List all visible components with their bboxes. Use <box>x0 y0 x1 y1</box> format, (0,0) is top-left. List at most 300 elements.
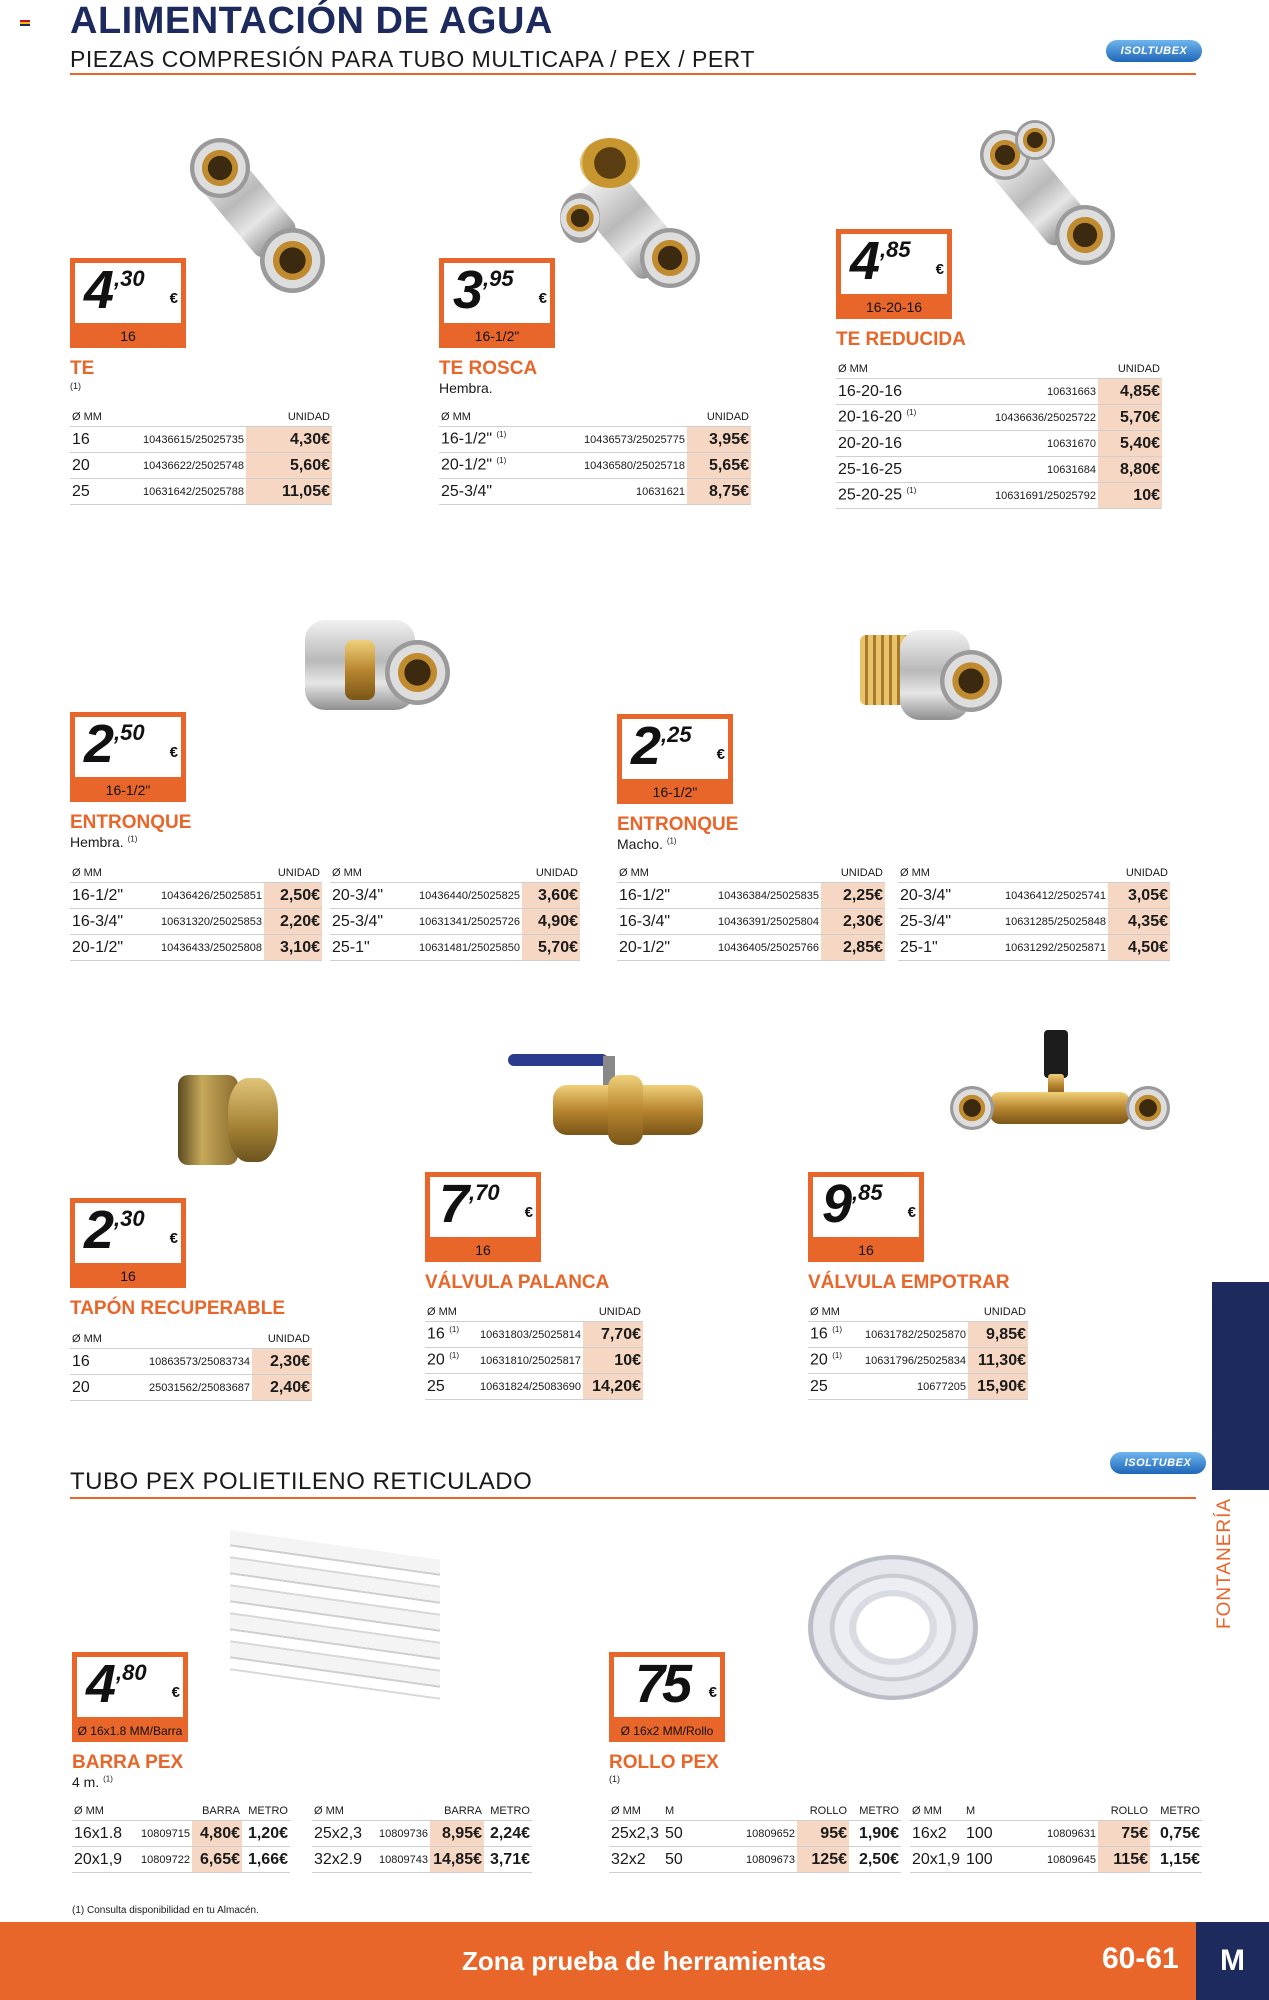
cell-diameter: 20-3/4" <box>898 883 974 909</box>
price-cents: ,70 <box>469 1180 500 1205</box>
table-row <box>898 909 1170 935</box>
te-reducida-spec-table <box>836 362 1162 509</box>
cell-code: 10631341/25025726 <box>400 909 522 935</box>
cell-code: 10436636/25025722 <box>946 405 1098 431</box>
table-row <box>609 1821 901 1847</box>
price-tag-size: 16 <box>475 1242 491 1258</box>
price-currency: € <box>169 1230 178 1247</box>
cell-code: 10631684 <box>946 457 1098 483</box>
table-row <box>330 935 580 961</box>
cell-diameter: 16-1/2" <box>441 430 493 448</box>
cell-price: 3,95€ <box>687 427 751 453</box>
entronque-macho-spec-table-b <box>898 866 1170 961</box>
cell-note: (1) <box>906 408 917 418</box>
pex-section-title: TUBO PEX POLIETILENO RETICULADO <box>70 1468 533 1495</box>
cell-price: 15,90€ <box>968 1374 1028 1400</box>
table-row <box>808 1348 1028 1374</box>
table-row <box>425 1374 643 1400</box>
cell-price-barra: 4,80€ <box>192 1821 242 1847</box>
table-row <box>425 1348 643 1374</box>
price-currency: € <box>169 744 178 761</box>
footer-bar <box>0 1922 1269 2000</box>
valvula-empotrar-product-image <box>950 1030 1170 1140</box>
cell-code: 10809743 <box>364 1847 430 1873</box>
cell-price: 2,30€ <box>252 1349 312 1375</box>
category-label <box>1205 1497 1235 1630</box>
cell-code: 10631670 <box>946 431 1098 457</box>
column-header: Ø MM <box>330 866 400 883</box>
cell-diameter: 25 <box>427 1377 445 1395</box>
cell-code: 10436580/25025718 <box>549 453 687 479</box>
table-row <box>609 1847 901 1873</box>
table-row <box>70 453 332 479</box>
cell-diameter: 20 <box>427 1351 445 1369</box>
valvula-palanca-price-tag <box>425 1172 541 1262</box>
price-currency: € <box>708 1684 717 1701</box>
cell-price-metro: 3,71€ <box>484 1847 532 1873</box>
cell-price: 3,60€ <box>522 883 580 909</box>
te-spec-table <box>70 410 332 505</box>
te-rosca-name: TE ROSCA <box>439 358 538 379</box>
cell-code: 10631803/25025814 <box>475 1322 583 1348</box>
price-tag-size: 16 <box>858 1242 874 1258</box>
price-cents: ,25 <box>661 722 692 747</box>
cell-price: 5,65€ <box>687 453 751 479</box>
pex-section-rule <box>70 1497 1196 1499</box>
column-header: METRO <box>484 1804 532 1821</box>
table-row <box>439 479 751 505</box>
price-currency: € <box>907 1204 916 1221</box>
price-tag-size: 16 <box>120 1268 136 1284</box>
column-header: Ø MM <box>898 866 974 883</box>
price-integer: 4 <box>84 260 112 320</box>
cell-price: 2,30€ <box>821 909 885 935</box>
brand-logo: ISOLTUBEX <box>1106 40 1202 62</box>
table-row <box>836 457 1162 483</box>
cell-diameter: 16 <box>427 1325 445 1343</box>
table-row <box>312 1821 532 1847</box>
entronque-hembra-spec-table-a <box>70 866 322 961</box>
column-header: METRO <box>1150 1804 1202 1821</box>
table-row <box>836 405 1162 431</box>
cell-code: 10809645 <box>1004 1847 1098 1873</box>
cell-diameter: 16-1/2" <box>617 883 697 909</box>
cell-note: (1) <box>906 486 917 496</box>
cell-note: (1) <box>449 1325 460 1335</box>
cell-price-metro: 1,15€ <box>1150 1847 1202 1873</box>
table-row <box>70 1349 312 1375</box>
page-title: ALIMENTACIÓN DE AGUA <box>70 0 553 42</box>
valvula-palanca-spec-table <box>425 1305 643 1400</box>
entronque-hembra-price-tag <box>70 712 186 802</box>
barra-pex-spec-table-b <box>312 1804 532 1873</box>
page-numbers: 60-61 <box>1102 1942 1179 1975</box>
price-cents: ,30 <box>114 1206 145 1231</box>
valvula-palanca-name: VÁLVULA PALANCA <box>425 1272 610 1293</box>
column-header: Ø MM <box>425 1305 475 1322</box>
cell-code: 25031562/25083687 <box>126 1375 252 1401</box>
cell-code: 10631796/25025834 <box>854 1348 968 1374</box>
cell-code: 10631663 <box>946 379 1098 405</box>
column-header: METRO <box>242 1804 290 1821</box>
table-row <box>808 1322 1028 1348</box>
table-row <box>70 1375 312 1401</box>
cell-diameter: 20-1/2" <box>441 456 493 474</box>
price-cents: ,85 <box>852 1180 883 1205</box>
cell-diameter: 16-1/2" <box>70 883 142 909</box>
description-note: (1) <box>103 1774 113 1784</box>
tapon-name: TAPÓN RECUPERABLE <box>70 1298 285 1319</box>
cell-diameter: 25-20-25 <box>838 486 903 504</box>
entronque-hembra-description <box>70 834 137 850</box>
store-logo: M <box>1196 1922 1269 2000</box>
price-cents: ,85 <box>880 237 911 262</box>
cell-code: 10809631 <box>1004 1821 1098 1847</box>
barra-pex-price-tag <box>72 1652 188 1742</box>
column-header: UNIDAD <box>522 866 580 883</box>
pex-brand-logo: ISOLTUBEX <box>1110 1452 1206 1474</box>
cell-price: 8,75€ <box>687 479 751 505</box>
entronque-hembra-name: ENTRONQUE <box>70 812 192 833</box>
cell-length: 100 <box>964 1821 1004 1847</box>
table-row <box>439 427 751 453</box>
column-header: UNIDAD <box>583 1305 643 1322</box>
price-integer: 75 <box>635 1654 690 1714</box>
price-currency: € <box>169 290 178 307</box>
cell-note: (1) <box>496 430 507 440</box>
column-header: UNIDAD <box>821 866 885 883</box>
cell-diameter: 20 <box>70 1375 126 1401</box>
price-tag-size: Ø 16x1.8 MM/Barra <box>77 1724 183 1738</box>
cell-length: 50 <box>663 1821 699 1847</box>
cell-code: 10436440/25025825 <box>400 883 522 909</box>
cell-code: 10809722 <box>124 1847 192 1873</box>
cell-length: 50 <box>663 1847 699 1873</box>
cell-diameter: 25-3/4" <box>441 482 493 500</box>
column-header: Ø MM <box>70 410 130 427</box>
cell-diameter: 16 <box>810 1325 828 1343</box>
column-header: ROLLO <box>1098 1804 1150 1821</box>
table-row <box>72 1821 290 1847</box>
cell-diameter: 25-1" <box>898 935 974 961</box>
barra-pex-name: BARRA PEX <box>72 1752 184 1773</box>
description-text: Macho. <box>617 836 663 852</box>
te-name: TE <box>70 358 95 379</box>
te-reducida-product-image <box>975 120 1125 270</box>
cell-price-metro: 1,20€ <box>242 1821 290 1847</box>
cell-code: 10436412/25025741 <box>974 883 1108 909</box>
price-currency: € <box>538 290 547 307</box>
cell-diameter: 20 <box>70 453 130 479</box>
price-tag-size: 16-1/2" <box>652 784 698 800</box>
entronque-hembra-product-image <box>305 615 455 725</box>
rollo-pex-note: (1) <box>609 1774 620 1784</box>
cell-price: 14,20€ <box>583 1374 643 1400</box>
cell-price: 4,90€ <box>522 909 580 935</box>
cell-code: 10631642/25025788 <box>130 479 246 505</box>
column-header: UNIDAD <box>252 1332 312 1349</box>
cell-price-rollo: 75€ <box>1098 1821 1150 1847</box>
cell-price: 10€ <box>1098 483 1162 509</box>
cell-price: 5,70€ <box>1098 405 1162 431</box>
te-reducida-price-tag <box>836 229 952 319</box>
cell-price: 2,25€ <box>821 883 885 909</box>
cell-code: 10809736 <box>364 1821 430 1847</box>
cell-price: 9,85€ <box>968 1322 1028 1348</box>
te-rosca-spec-table <box>439 410 751 505</box>
rollo-pex-spec-table-a <box>609 1804 901 1873</box>
cell-code: 10809673 <box>699 1847 797 1873</box>
entronque-macho-description <box>617 836 677 852</box>
column-header: ROLLO <box>797 1804 849 1821</box>
footer-text: Zona prueba de herramientas <box>462 1946 827 1976</box>
entronque-macho-price-tag <box>617 714 733 804</box>
cell-price: 2,85€ <box>821 935 885 961</box>
column-header: Ø MM <box>808 1305 854 1322</box>
price-integer: 4 <box>850 231 878 291</box>
rollo-pex-product-image <box>808 1555 978 1705</box>
cell-price: 5,60€ <box>246 453 332 479</box>
cell-diameter: 16-20-16 <box>838 382 903 400</box>
price-tag-size: 16-1/2" <box>105 782 151 798</box>
cell-diameter: 20-16-20 <box>838 408 903 426</box>
entronque-macho-product-image <box>855 625 1005 735</box>
cell-code: 10631320/25025853 <box>142 909 264 935</box>
cell-code: 10436405/25025766 <box>697 935 821 961</box>
table-row <box>898 935 1170 961</box>
cell-price: 7,70€ <box>583 1322 643 1348</box>
table-row <box>70 427 332 453</box>
price-integer: 9 <box>822 1174 850 1234</box>
te-product-image <box>190 128 330 303</box>
cell-diameter: 32x2 <box>609 1847 663 1873</box>
barra-pex-product-image <box>230 1545 450 1690</box>
cell-diameter: 25 <box>70 479 130 505</box>
page-subtitle: PIEZAS COMPRESIÓN PARA TUBO MULTICAPA / PEX / PERT <box>70 46 755 72</box>
table-row <box>330 909 580 935</box>
cell-diameter: 25-3/4" <box>898 909 974 935</box>
table-row <box>425 1322 643 1348</box>
table-row <box>70 909 322 935</box>
cell-price-metro: 1,90€ <box>849 1821 901 1847</box>
price-integer: 2 <box>84 1200 112 1260</box>
rollo-pex-name: ROLLO PEX <box>609 1752 719 1773</box>
table-row <box>439 453 751 479</box>
table-row <box>72 1847 290 1873</box>
cell-price: 4,50€ <box>1108 935 1170 961</box>
cell-price: 4,85€ <box>1098 379 1162 405</box>
cell-length: 100 <box>964 1847 1004 1873</box>
price-tag-size: Ø 16x2 MM/Rollo <box>620 1724 714 1738</box>
table-row <box>910 1821 1202 1847</box>
cell-note: (1) <box>832 1325 843 1335</box>
price-cents: ,95 <box>483 266 514 291</box>
valvula-empotrar-spec-table <box>808 1305 1028 1400</box>
cell-diameter: 16 <box>70 1349 126 1375</box>
cell-diameter: 32x2.9 <box>312 1847 364 1873</box>
column-header: UNIDAD <box>246 410 332 427</box>
description-note: (1) <box>666 836 677 846</box>
column-header: BARRA <box>430 1804 484 1821</box>
cell-diameter: 16x2 <box>910 1821 964 1847</box>
cell-code: 10631782/25025870 <box>854 1322 968 1348</box>
cell-price: 5,40€ <box>1098 431 1162 457</box>
tapon-price-tag <box>70 1198 186 1288</box>
cell-code: 10631292/25025871 <box>974 935 1108 961</box>
column-header: UNIDAD <box>264 866 322 883</box>
price-integer: 2 <box>84 714 112 774</box>
column-header: Ø MM <box>609 1804 663 1821</box>
price-tag-size: 16-1/2" <box>474 328 520 344</box>
cell-diameter: 25 <box>810 1377 828 1395</box>
cell-diameter: 25-1" <box>330 935 400 961</box>
column-header: Ø MM <box>439 410 549 427</box>
cell-price: 4,35€ <box>1108 909 1170 935</box>
cell-price-rollo: 125€ <box>797 1847 849 1873</box>
cell-code: 10631691/25025792 <box>946 483 1098 509</box>
footnote: (1) Consulta disponibilidad en tu Almacén. <box>72 1905 259 1916</box>
column-header: BARRA <box>192 1804 242 1821</box>
valvula-empotrar-price-tag <box>808 1172 924 1262</box>
cell-diameter: 20-3/4" <box>330 883 400 909</box>
cell-price: 2,50€ <box>264 883 322 909</box>
cell-price-metro: 1,66€ <box>242 1847 290 1873</box>
valvula-palanca-product-image <box>508 1050 703 1145</box>
cell-code: 10631621 <box>549 479 687 505</box>
cell-diameter: 25-3/4" <box>330 909 400 935</box>
header-rule <box>70 73 1196 75</box>
cell-diameter: 16 <box>70 427 130 453</box>
table-row <box>836 431 1162 457</box>
cell-price: 5,70€ <box>522 935 580 961</box>
barra-pex-spec-table-a <box>72 1804 290 1873</box>
rollo-pex-price-tag <box>609 1652 725 1742</box>
table-row <box>617 909 885 935</box>
cell-price: 10€ <box>583 1348 643 1374</box>
cell-price-barra: 6,65€ <box>192 1847 242 1873</box>
cell-price: 2,20€ <box>264 909 322 935</box>
price-currency: € <box>716 746 725 763</box>
price-currency: € <box>171 1684 180 1701</box>
price-integer: 7 <box>439 1174 467 1234</box>
cell-diameter: 20x1,9 <box>910 1847 964 1873</box>
cell-code: 10436433/25025808 <box>142 935 264 961</box>
entronque-macho-name: ENTRONQUE <box>617 814 739 835</box>
cell-diameter: 20-1/2" <box>617 935 697 961</box>
te-rosca-product-image <box>560 138 710 298</box>
column-header: METRO <box>849 1804 901 1821</box>
cell-code: 10863573/25083734 <box>126 1349 252 1375</box>
table-row <box>70 935 322 961</box>
valvula-empotrar-name: VÁLVULA EMPOTRAR <box>808 1272 1010 1293</box>
price-integer: 2 <box>631 716 659 776</box>
price-integer: 3 <box>453 260 481 320</box>
column-header: Ø MM <box>836 362 946 379</box>
table-row <box>836 483 1162 509</box>
side-tab <box>1212 1282 1269 1490</box>
table-row <box>836 379 1162 405</box>
cell-price-metro: 2,24€ <box>484 1821 532 1847</box>
price-cents: ,30 <box>114 266 145 291</box>
tapon-product-image <box>178 1070 288 1170</box>
column-header: UNIDAD <box>687 410 751 427</box>
table-row <box>898 883 1170 909</box>
cell-diameter: 20x1,9 <box>72 1847 124 1873</box>
price-tag-size: 16 <box>120 328 136 344</box>
cell-diameter: 20-1/2" <box>70 935 142 961</box>
column-header: UNIDAD <box>1108 866 1170 883</box>
price-cents: ,50 <box>114 720 145 745</box>
cell-code: 10809715 <box>124 1821 192 1847</box>
cell-code: 10436391/25025804 <box>697 909 821 935</box>
price-cents: ,80 <box>116 1660 147 1685</box>
cell-note: (1) <box>449 1351 460 1361</box>
cell-price: 11,05€ <box>246 479 332 505</box>
cell-price: 11,30€ <box>968 1348 1028 1374</box>
description-note: (1) <box>127 834 138 844</box>
price-integer: 4 <box>86 1654 114 1714</box>
cell-price: 3,05€ <box>1108 883 1170 909</box>
flag-icon <box>20 20 30 27</box>
cell-code: 10631810/25025817 <box>475 1348 583 1374</box>
cell-price: 3,10€ <box>264 935 322 961</box>
barra-pex-description <box>72 1774 113 1790</box>
te-note: (1) <box>70 381 81 391</box>
entronque-hembra-spec-table-b <box>330 866 580 961</box>
te-rosca-description: Hembra. <box>439 380 493 396</box>
te-price-tag <box>70 258 186 348</box>
column-header: M <box>663 1804 699 1821</box>
column-header: M <box>964 1804 1004 1821</box>
cell-code: 10436622/25025748 <box>130 453 246 479</box>
table-row <box>617 935 885 961</box>
cell-diameter: 25-16-25 <box>838 460 903 478</box>
cell-diameter: 16-3/4" <box>617 909 697 935</box>
cell-diameter: 20 <box>810 1351 828 1369</box>
cell-diameter: 16x1.8 <box>72 1821 124 1847</box>
cell-note: (1) <box>496 456 507 466</box>
cell-diameter: 20-20-16 <box>838 434 903 452</box>
column-header: Ø MM <box>70 1332 126 1349</box>
cell-price: 2,40€ <box>252 1375 312 1401</box>
table-row <box>70 883 322 909</box>
cell-price-metro: 2,50€ <box>849 1847 901 1873</box>
cell-diameter: 25x2,3 <box>609 1821 663 1847</box>
column-header: UNIDAD <box>1098 362 1162 379</box>
cell-price: 4,30€ <box>246 427 332 453</box>
description-text: Hembra. <box>70 834 124 850</box>
te-rosca-price-tag <box>439 258 555 348</box>
entronque-macho-spec-table-a <box>617 866 885 961</box>
cell-diameter: 16-3/4" <box>70 909 142 935</box>
cell-code: 10809652 <box>699 1821 797 1847</box>
column-header: Ø MM <box>72 1804 124 1821</box>
cell-code: 10436573/25025775 <box>549 427 687 453</box>
cell-code: 10436384/25025835 <box>697 883 821 909</box>
table-row <box>70 479 332 505</box>
cell-price-rollo: 115€ <box>1098 1847 1150 1873</box>
category-label-text: FONTANERÍA <box>1214 1497 1235 1629</box>
cell-diameter: 25x2,3 <box>312 1821 364 1847</box>
price-tag-size: 16-20-16 <box>865 299 923 315</box>
cell-note: (1) <box>832 1351 843 1361</box>
cell-code: 10631481/25025850 <box>400 935 522 961</box>
cell-code: 10436426/25025851 <box>142 883 264 909</box>
cell-code: 10677205 <box>854 1374 968 1400</box>
column-header: Ø MM <box>312 1804 364 1821</box>
cell-code: 10631285/25025848 <box>974 909 1108 935</box>
table-row <box>808 1374 1028 1400</box>
